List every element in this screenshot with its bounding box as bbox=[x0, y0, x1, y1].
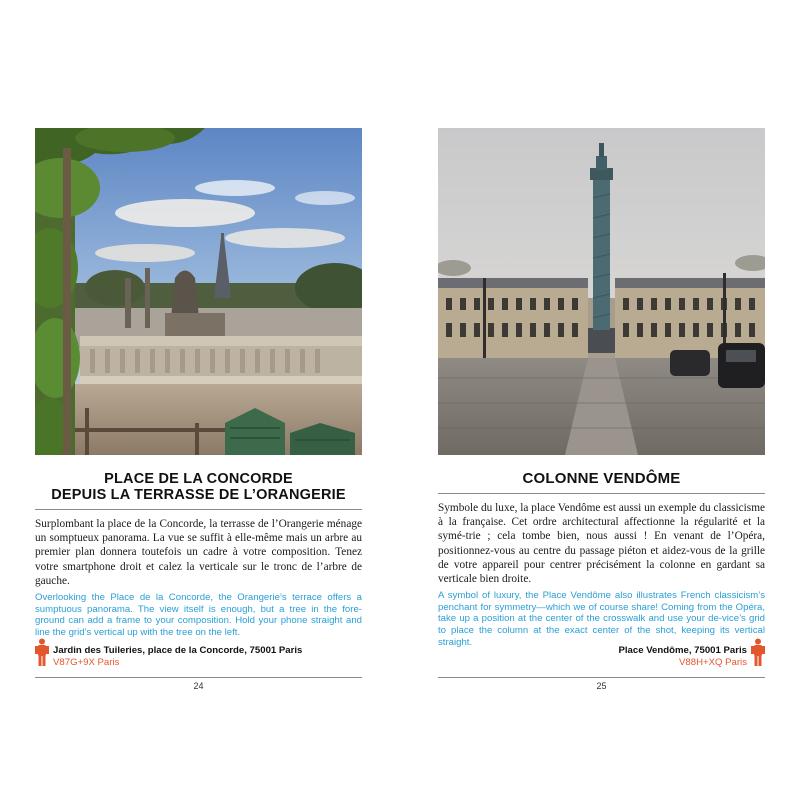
plus-code: V87G+9X Paris bbox=[53, 657, 120, 668]
plus-code: V88H+XQ Paris bbox=[679, 657, 747, 668]
right-page bbox=[438, 128, 765, 691]
title-line-1: PLACE DE LA CONCORDE bbox=[104, 471, 293, 487]
english-text: A symbol of luxury, the Place Vendôme also illustrates French classicism’s penchant for symmetry—which we of course share! Coming from the Opéra, take up a position at the center of the crosswalk and use your de-vice’s grid to place the column at the exact center of the shot, keeping its vertical straight. bbox=[438, 590, 765, 648]
footer-divider bbox=[35, 677, 362, 678]
address: Place Vendôme, 75001 Paris bbox=[618, 645, 747, 656]
concorde-photo bbox=[35, 128, 362, 455]
photographer-icon bbox=[751, 638, 765, 666]
french-text: Symbole du luxe, la place Vendôme est aussi un exemple du classicisme à la française. Cet ordre architectural affectionne la régularité et la symé-trie ; cela tombe bien, nous aussi ! En venant de l’Opéra, positionnez-vous au centre du passage piéton et aidez-vous de la grille de votre appareil pour centrer précisément la colonne en gardant sa verticale bien droite. bbox=[438, 502, 765, 586]
page-number: 24 bbox=[193, 681, 204, 691]
location-block bbox=[35, 638, 362, 670]
photographer-icon bbox=[35, 638, 49, 666]
page-title bbox=[35, 471, 362, 510]
location-block bbox=[438, 638, 765, 670]
vendome-photo bbox=[438, 128, 765, 455]
page-number: 25 bbox=[596, 681, 607, 691]
title-line-2: DEPUIS LA TERRASSE DE L’ORANGERIE bbox=[51, 487, 346, 503]
footer-divider bbox=[438, 677, 765, 678]
title-line-1: COLONNE VENDÔME bbox=[522, 470, 681, 487]
english-text: Overlooking the Place de la Concorde, the Orangerie’s terrace offers a sumptuous panorama. The view itself is enough, but a tree in the fore-ground can add a frame to your composition. Hold your phone straight and line the grid’s vertical up with the tree on the left. bbox=[35, 592, 362, 638]
page-title bbox=[438, 471, 765, 494]
address: Jardin des Tuileries, place de la Concorde, 75001 Paris bbox=[53, 645, 303, 656]
french-text: Surplombant la place de la Concorde, la terrasse de l’Orangerie ménage un somptueux panorama. La vue se suffit à elle-même mais un arbre au premier plan donnera toutefois un cadre à votre composition. Tenez votre smartphone droit et calez la verticale sur le tronc de l’arbre de gauche. bbox=[35, 518, 362, 587]
left-page bbox=[35, 128, 362, 691]
